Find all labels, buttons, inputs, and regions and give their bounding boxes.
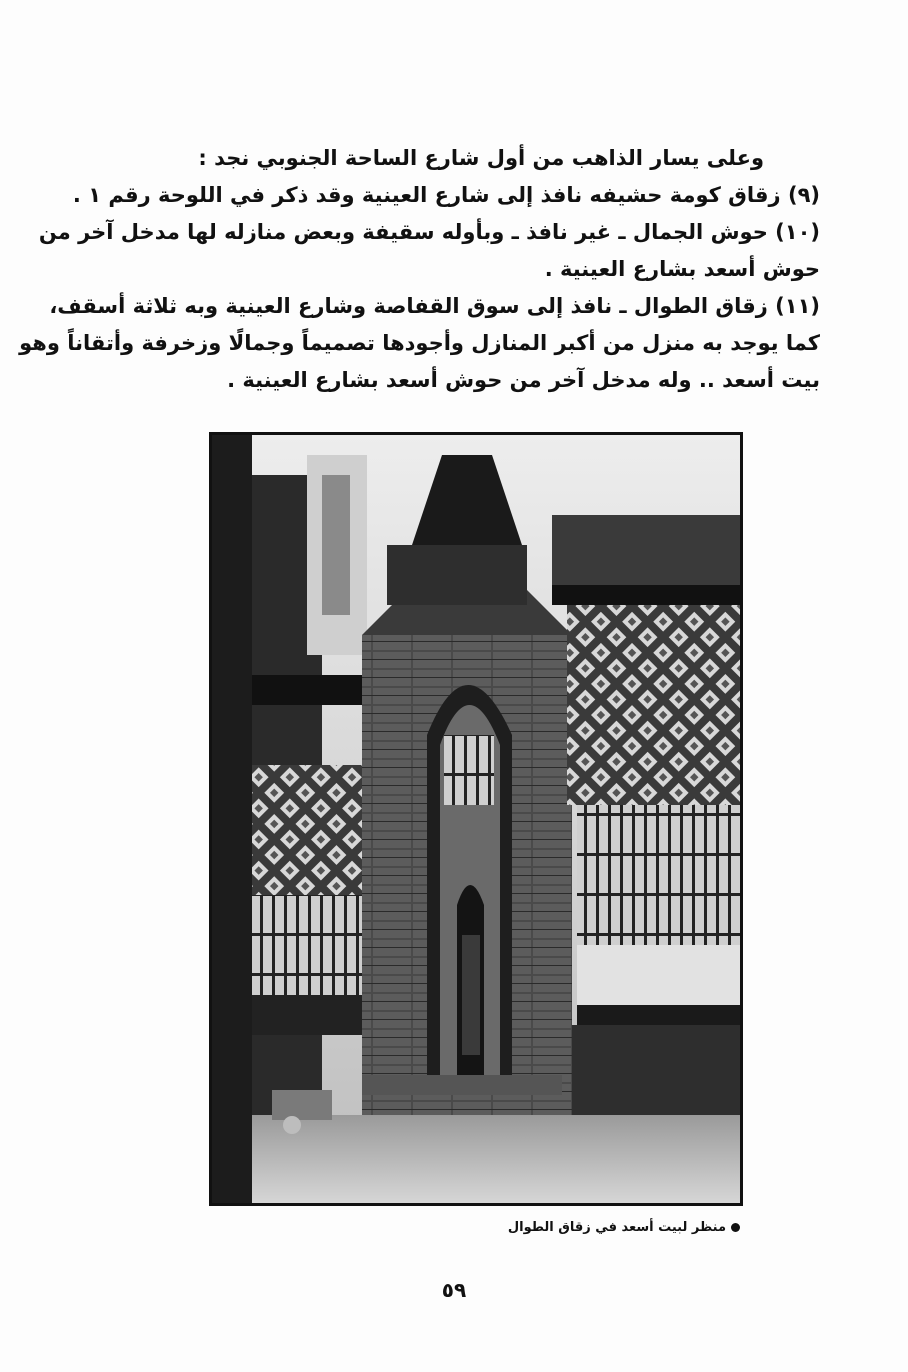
photograph-icon bbox=[212, 435, 740, 1203]
body-text bbox=[19, 140, 820, 399]
text-line: (٩) زقاق كومة حشيفه نافذ إلى شارع العينية وقد ذكر في اللوحة رقم ١ . bbox=[72, 183, 820, 207]
text-line: كما يوجد به منزل من أكبر المنازل وأجودها تصميماً وجمالًا وزخرفة وأتقاناً وهو bbox=[19, 331, 820, 355]
page-number: ٥٩ bbox=[441, 1278, 467, 1302]
photo-caption bbox=[508, 1220, 740, 1235]
text-line: (١١) زقاق الطوال ـ نافذ إلى سوق القفاصة وشارع العينية وبه ثلاثة أسقف، bbox=[49, 294, 820, 318]
house-photograph bbox=[209, 432, 743, 1206]
text-line: (١٠) حوش الجمال ـ غير نافذ ـ وبأوله سقيفة وبعض منازله لها مدخل آخر من bbox=[38, 220, 820, 244]
bullet-icon bbox=[731, 1223, 740, 1232]
text-line: بيت أسعد .. وله مدخل آخر من حوش أسعد بشارع العينية . bbox=[227, 368, 820, 392]
text-line: وعلى يسار الذاهب من أول شارع الساحة الجنوبي نجد : bbox=[198, 146, 764, 170]
caption-text: منظر لبيت أسعد في زقاق الطوال bbox=[507, 1220, 726, 1235]
text-line: حوش أسعد بشارع العينية . bbox=[544, 257, 820, 281]
